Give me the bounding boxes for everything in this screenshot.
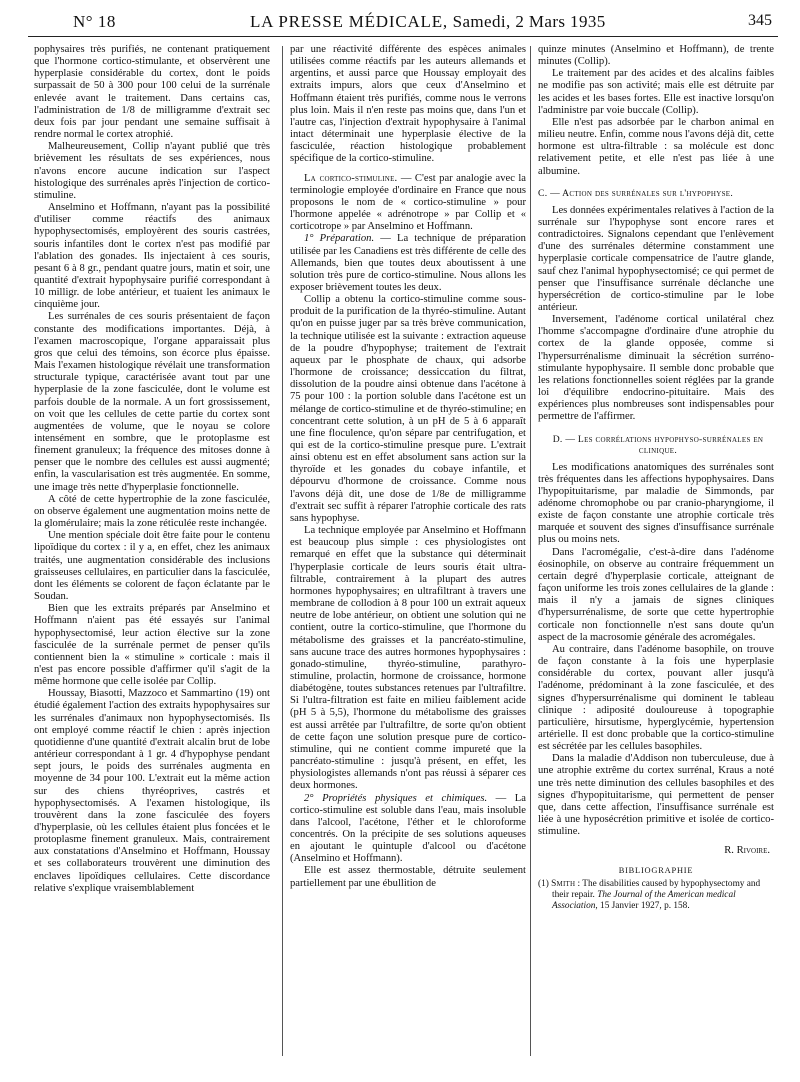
journal-page xyxy=(28,10,778,1070)
paragraph: Inversement, l'adénome cortical unilatéral chez l'homme s'accompagne d'ordinaire d'une atrophie du cortex de la glande opposée, comme si l'hypersurrénalisme diminuait la sécrétion surréno-stimulante hypophysaire. Il semble donc probable que les relations fonctionnelles soient réglées par la grande loi d'équilibre endocrino-pituitaire. Mais des expériences plus nombreuses sont indispensables pour permettre de l'affirmer. xyxy=(538,314,774,423)
author-signature: R. Rivoire. xyxy=(724,845,770,857)
paragraph-text: — La cortico-stimuline est soluble dans l'eau, mais insoluble dans l'alcool, l'acétone, l'éther et le chloroforme concentrés. On la précipite de ses solutions aqueuses en ajoutant le quintuple d'alcool ou d'acétone (Anselmino et Hoffmann). xyxy=(290,792,526,865)
paragraph: Collip a obtenu la cortico-stimuline comme sous-produit de la purification de la thyréo-stimuline. Autant qu'on en puisse juger par sa très brève communication, la technique utilisée est la suivante : extraction aqueuse de la poudre d'hypophyse; traitement de l'extrait aqueux par le phosphate de chaux, qui adsorbe l'hormone de croissance; dessiccation du filtrat, dissolution de la poudre ainsi obtenue dans l'acétone à 75 pour 100 : la portion soluble dans l'acétone est un mélange de cortico-stimuline et de thyréo-stimuline; en concentrant cette solution, à un pH de 5 à 6 apparaît une fine floculence, qu'on sépare par centrifugation, et qui est de la cortico-stimuline presque pure. L'extrait ainsi obtenu est en effet absolument sans action sur la thyroïde et les gonades du cobaye infantile, et dépourvu d'hormone de croissance. Comme nous l'avons déjà dit, une dose de 1/8e de milligramme d'extrait sec suffit à réparer l'atrophie corticale des rats sans hypophyse. xyxy=(290,294,526,524)
section-heading-c: C. — Action des surrénales sur l'hypophyse. xyxy=(538,187,734,199)
column-3 xyxy=(538,44,774,1064)
paragraph-text: — C'est par analogie avec la terminologie employée d'ordinaire en France que nous proposons le nom de « cortico-stimuline » pour l'hormone appelée « adrénotrope » par Collip et « corticotrope » par Anselmino et Hoffmann. xyxy=(290,172,526,233)
subsection-label: 1° Préparation. xyxy=(304,233,375,245)
paragraph: Elle n'est pas adsorbée par le charbon animal en milieu neutre. Enfin, comme nous l'avons déjà dit, cette hormone est ultra-filtrable : sa molécule est donc relativement petite, et elle n'est pas liée à une albumine. xyxy=(538,116,774,177)
paragraph-text: — La technique de préparation utilisée par les Canadiens est très différente de celle des Allemands, bien que toutes deux aboutissent à une solution très pure de cortico-stimuline. Nous allons les exposer brièvement toutes les deux. xyxy=(290,233,526,293)
reference-journal: The Journal of the American medical Association xyxy=(552,889,736,911)
paragraph: Les modifications anatomiques des surrénales sont très fréquentes dans les affections hypophysaires. Dans l'hypopituitarisme, par maladie de Simmonds, par adénome chromophobe ou par cranio-pharyngiome, il existe de façon constante une atrophie corticale très marquée et souvent des signes d'insuffisance surrénale plus ou moins nets. xyxy=(538,461,774,546)
paragraph: Elle est assez thermostable, détruite seulement partiellement par une ébullition de xyxy=(290,865,526,889)
paragraph xyxy=(290,173,526,234)
paragraph: par une réactivité différente des espèces animales utilisées comme réactifs par les auteurs allemands et argentins, et aussi parce que Houssay employait des extraits impurs, alors que ceux d'Anselmino et Hoffmann étaient très purifiés, comme nous le verrons plus loin. Mais il n'en reste pas moins que, dans l'un et l'autre cas, l'injection d'extrait hypophysaire à l'animal intact déterminait une hyperplasie élective de la fasciculée, réaction histologique probablement spécifique de la cortico-stimuline. xyxy=(290,44,526,165)
reference-title: : The disabilities caused by hypophysectomy and their repair. xyxy=(552,878,761,900)
paragraph: Bien que les extraits préparés par Anselmino et Hoffmann n'aient pas été essayés sur l'animal hypophysectomisé, leur action élective sur la zone fasciculée de la surrénale permet de penser qu'ils contiennent bien la « stimuline » corticale : mais il n'est pas encore possible d'affirmer qu'il s'agit de la même hormone que celle isolée par Collip. xyxy=(34,603,270,688)
reference-author: Smith xyxy=(551,878,576,889)
page-number: 345 xyxy=(748,12,772,29)
column-1 xyxy=(34,44,270,1064)
reference-item xyxy=(538,879,774,912)
reference-number: (1) xyxy=(538,878,552,889)
paragraph: Dans la maladie d'Addison non tuberculeuse, due à une atrophie extrême du cortex surrénal, Kraus a noté une très nette diminution des cellules basophiles et des signes d'hypopituitarisme, qui permettent de penser que, dans cette affection, l'insuffisance surrénale est liée à une hyposécrétion primitive et isolée de cortico-stimuline. xyxy=(538,753,774,838)
paragraph: Une mention spéciale doit être faite pour le contenu lipoïdique du cortex : il y a, en effet, chez les animaux traités, une augmentation considérable des inclusions graisseuses cellulaires, en particulier dans la fasciculée, dont les éléments se colorent de façon éclatante par le Soudan. xyxy=(34,530,270,603)
running-header xyxy=(28,10,778,37)
paragraph: pophysaires très purifiés, ne contenant pratiquement que l'hormone cortico-stimulante, et observèrent une hyperplasie considérable du cortex, dont le poids surpassait de 50 à 300 pour 100 celui de la surrénale enlevée avant le traitement. Dans certains cas, l'administration de 1/8 de milligramme d'extrait sec deux fois par jour pendant une semaine suffisait à rendre normal le cortex atrophié. xyxy=(34,44,270,141)
paragraph: Anselmino et Hoffmann, n'ayant pas la possibilité d'utiliser comme réactifs des animaux hypophysectomisés, employèrent des souris castrées, souris infantiles dont le cortex n'est pas modifié par l'ablation des gonades. Ils injectaient à ces souris, pesant 6 à 8 gr., pendant quatre jours, matin et soir, une quantité d'extrait hypophysaire purifié correspondant à 10 milligr. de lobe antérieur, et tuaient les animaux le cinquième jour. xyxy=(34,202,270,311)
publication-title xyxy=(250,12,606,32)
section-label: La cortico-stimuline. xyxy=(304,172,398,184)
paragraph: A côté de cette hypertrophie de la zone fasciculée, on observe également une augmentation moins nette de la glomérulaire; mais la zone réticulée reste inchangée. xyxy=(34,493,270,530)
paragraph: Malheureusement, Collip n'ayant publié que très brièvement les résultats de ses expériences, nous n'avons encore aucune indication sur l'aspect histologique des surrénales après l'injection de cortico-stimuline. xyxy=(34,141,270,201)
paragraph: Les données expérimentales relatives à l'action de la surrénale sur l'hypophyse sont encore rares et contradictoires. Signalons cependant que l'enlèvement d'une des surrénales détermine constamment une hyperplasie corticale compensatrice de l'autre glande, sauf chez l'animal hypophysectomisé; ce qui permet de penser que l'insuffisance surrénale déclanche une hypersécrétion de cortico-stimuline par le lobe antérieur. xyxy=(538,204,774,313)
publication-name: LA PRESSE MÉDICALE, xyxy=(250,12,448,31)
paragraph: Au contraire, dans l'adénome basophile, on trouve de façon constante à la fois une hyperplasie considérable du cortex, pouvant aller jusqu'à l'adénome, prédominant à la zone fasciculée, et des signes d'hypersurrénalisme qui dominent le tableau clinique : adiposité douloureuse à topographie particulière, hirsutisme, hyperglycémie, hypertension artérielle. Il est donc probable que la cortico-stimuline est sécrétée par les cellules basophiles. xyxy=(538,643,774,753)
subsection-label: 2° Propriétés physiques et chimiques. xyxy=(304,792,488,804)
section-heading-d: D. — Les corrélations hypophyso-surrénales en clinique. xyxy=(552,433,764,456)
paragraph: Dans l'acromégalie, c'est-à-dire dans l'adénome éosinophile, on observe au contraire fréquemment un certain degré d'hyperplasie corticale, atteignant de façon uniforme les trois zones cellulaires de la glande : mais il n'y a jamais de signes cliniques d'hypersurrénalisme, de sorte que cette hypertrophie corticale non fonctionnelle n'est sans doute qu'un aspect de la macrosomie générale des acromégales. xyxy=(538,546,774,643)
paragraph: quinze minutes (Anselmino et Hoffmann), de trente minutes (Collip). xyxy=(538,44,774,68)
paragraph: Houssay, Biasotti, Mazzoco et Sammartino (19) ont étudié également l'action des extraits hypophysaires sur les surrénales d'animaux non hypophysectomisés. Ils ont employé comme réactif le chien : après injection quotidienne d'une quantité d'extrait alcalin brut de lobe antérieur correspondant à 1 gr. 4 d'hypophyse pendant sept jours, le poids des surrénales augmenta en moyenne de 34 pour 100. L'extrait eut la même action sur des chiens thyréoprives, castrés et hypophysectomisés. A l'examen histologique, ils trouvèrent dans la zone fasciculée des foyers d'hyperplasie, où les cellules étaient plus foncées et le protoplasme finement granuleux. Mais, contrairement aux constatations d'Anselmino et Hoffmann, Houssay et ses collaborateurs trouvèrent une diminution des enclaves lipoïdiques cellulaires. Cette discordance relative s'explique vraisemblablement xyxy=(34,688,270,894)
column-2 xyxy=(290,44,526,1064)
bibliography-heading: BIBLIOGRAPHIE xyxy=(618,865,694,875)
paragraph: Les surrénales de ces souris présentaient de façon constante des modifications importantes. Déjà, à l'examen macroscopique, l'organe apparaissait plus gros que celui des témoins, son écorce plus épaisse. Mais l'examen histologique révélait une transformation structurale typique, caractérisée avant tout par une hyperplasie de la zone fasciculée, dont le volume est parfois double de la normale. A un fort grossissement, on voit que les cellules de cette partie du cortex sont augmentées de volume, que le noyau se colore intensément en sombre, que le protoplasme est finement granuleux; la fréquence des mitoses donne à penser que le nombre des cellules est aussi augmenté; enfin, la vascularisation est très augmentée. En somme, une image très nette d'hyperplasie fonctionnelle. xyxy=(34,311,270,493)
reference-date: , 15 Janvier 1927, p. 158. xyxy=(595,900,690,911)
paragraph xyxy=(290,233,526,294)
text-columns xyxy=(28,44,778,1064)
issue-number: N° 18 xyxy=(73,12,116,31)
paragraph: Le traitement par des acides et des alcalins faibles ne modifie pas son activité; mais elle est détruite par les acides et les bases fortes. Elle est inactive lorsqu'on l'administre par voie buccale (Collip). xyxy=(538,68,774,116)
paragraph xyxy=(290,793,526,866)
issue-date: Samedi, 2 Mars 1935 xyxy=(452,12,606,31)
paragraph: La technique employée par Anselmino et Hoffmann est beaucoup plus simple : ces physiologistes ont remarqué en effet que la substance qui déterminait l'hyperplasie corticale de leurs souris était ultra-filtrable, contrairement à la plupart des autres hormones hypophysaires; en ultrafiltrant à travers une membrane de collodion à 8 pour 100 un extrait aqueux neutre de lobe antérieur, on obtient une solution qui ne contient, outre la cortico-stimuline, que l'hormone du métabolisme des graisses et la pancréato-stimuline, sans aucune trace des autres hormones hypophysaires : gonado-stimuline, thyréo-stimuline, parathyro-stimuline, prolactin, hormone de croissance, hormone diabétogène, toutes substances retenues par l'ultrafiltre. Si l'ultra-filtration est faite en milieu faiblement acide (pH 5 à 5,5), l'hormone du métabolisme des graisses est aussi arrêtée par l'ultrafiltre, de sorte qu'on obtient de cette façon une solution presque pure de cortico-stimuline, qui ne contient comme impureté que la pancréato-stimuline : jusqu'à présent, en effet, les physiologistes allemands n'ont pas réussi à séparer ces deux hormones. xyxy=(290,525,526,792)
